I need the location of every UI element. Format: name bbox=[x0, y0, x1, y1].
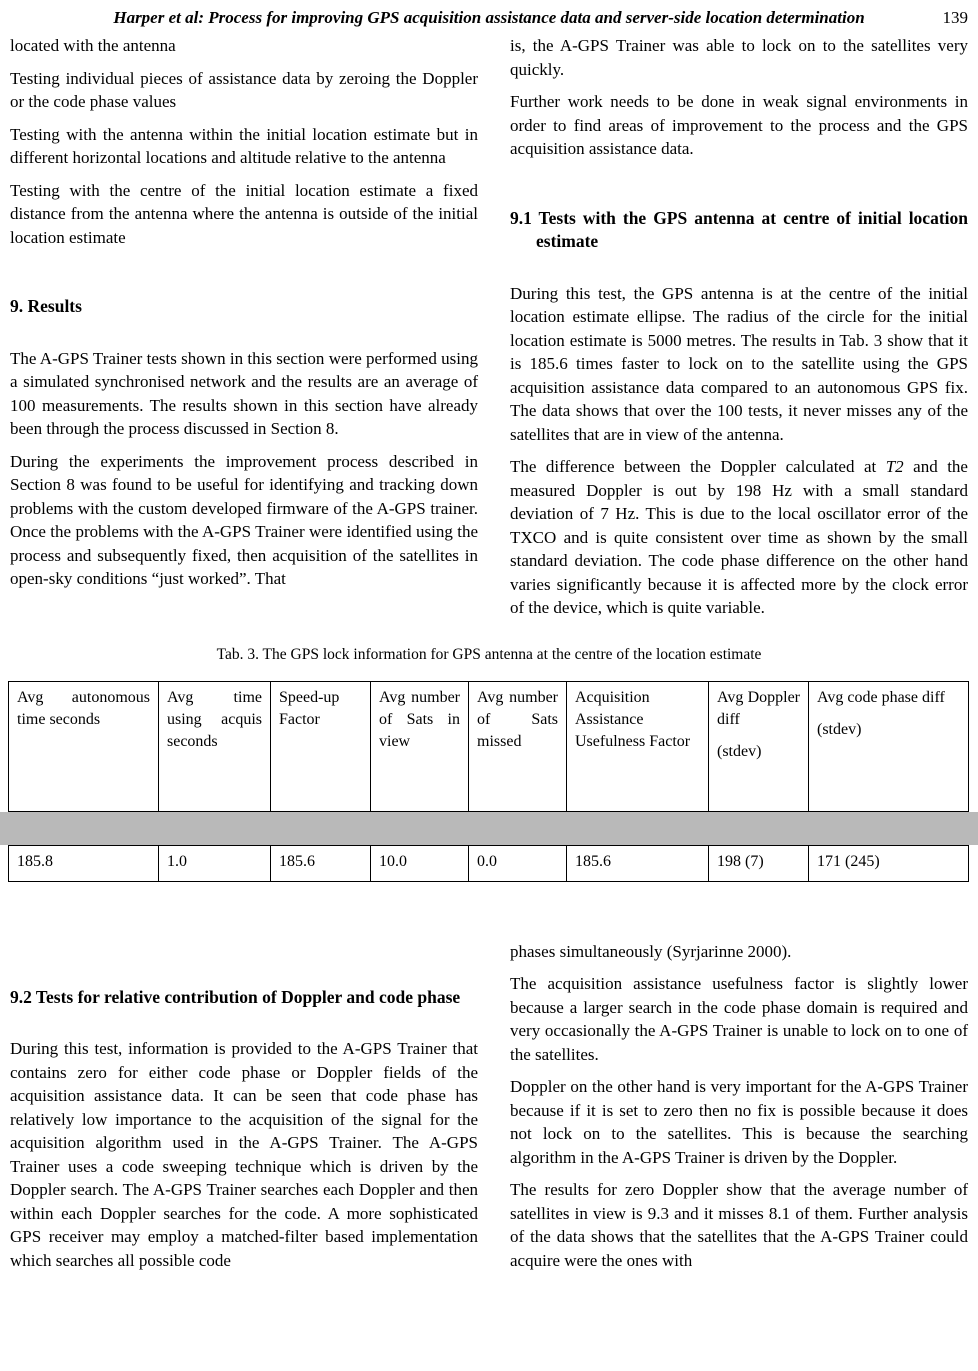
page-number: 139 bbox=[942, 8, 968, 27]
body-paragraph bbox=[510, 455, 968, 620]
top-right-column bbox=[510, 34, 968, 629]
table-cell: 0.0 bbox=[469, 845, 567, 881]
column-header-label: Speed-up Factor bbox=[279, 688, 340, 728]
column-header bbox=[469, 681, 567, 811]
column-header-label: Avg time using acquis seconds bbox=[167, 688, 262, 750]
body-paragraph: During this test, information is provided to the A-GPS Trainer that contains zero for either code phase or Doppler fields of the acquisition assistance data. It can be seen that code phase has relatively low importance to the acquisition of the signal for the acquisition algorithm used in the A-GPS Trainer. The A-GPS Trainer uses a code sweeping technique which is driven by the Doppler search. The A-GPS Trainer searches each Doppler and then within each Doppler searches for the code. A more sophisticated GPS receiver may employ a matched-filter based implementation which searches all possible code bbox=[10, 1039, 478, 1270]
section-heading-9-2: 9.2 Tests for relative contribution of Doppler and code phase bbox=[10, 986, 461, 1007]
table-cell: 198 (7) bbox=[709, 845, 809, 881]
table-cell: 185.8 bbox=[9, 845, 159, 881]
column-header-label: Avg code phase diff bbox=[817, 688, 945, 706]
column-header bbox=[809, 681, 969, 811]
top-left-column bbox=[10, 34, 478, 600]
column-header-label: Avg number of Sats missed bbox=[477, 688, 558, 750]
column-header-label: Avg Doppler diff bbox=[717, 688, 800, 728]
table-cell: 185.6 bbox=[271, 845, 371, 881]
column-header bbox=[567, 681, 709, 811]
column-header-sub: (stdev) bbox=[717, 742, 762, 760]
top-columns bbox=[10, 34, 968, 629]
column-header-label: Acquisition Assistance Usefulness Factor bbox=[575, 688, 691, 750]
gps-lock-table-data bbox=[8, 845, 969, 882]
column-header bbox=[371, 681, 469, 811]
body-paragraph: is, the A-GPS Trainer was able to lock on to the satellites very quickly. bbox=[510, 36, 968, 79]
column-header-sub: (stdev) bbox=[817, 720, 862, 738]
body-paragraph: Doppler on the other hand is very important for the A-GPS Trainer because if it is set to zero then no fix is possible because it does not lock on to the satellites. This is because the searching algorithm in the A-GPS Trainer is driven by the Doppler. bbox=[510, 1077, 968, 1167]
table-caption: Tab. 3. The GPS lock information for GPS antenna at the centre of the location estimate bbox=[216, 645, 762, 663]
table-header-row bbox=[9, 681, 969, 811]
italic-term-t2: T2 bbox=[885, 457, 904, 476]
table-cell: 1.0 bbox=[159, 845, 271, 881]
body-paragraph: Testing with the centre of the initial location estimate a fixed distance from the antenna where the antenna is outside of the initial location estimate bbox=[10, 180, 478, 247]
header-title: Harper et al: Process for improving GPS acquisition assistance data and server-side location determination bbox=[113, 8, 865, 27]
paragraph-text: The difference between the Doppler calculated at bbox=[510, 457, 886, 476]
body-paragraph: The A-GPS Trainer tests shown in this section were performed using a simulated synchronised network and the results are an average of 100 measurements. The results shown in this section have already been through the process discussed in Section 8. bbox=[10, 348, 478, 438]
paragraph-text: and the measured Doppler is out by 198 Hz with a small standard deviation of 7 Hz. This is due to the local oscillator error of the TXCO and is quite consistent over time as shown by the small standard deviation. The code phase difference on the other hand varies significantly because it is affected more by the clock error of the device, which is quite variable. bbox=[510, 457, 968, 617]
body-paragraph: phases simultaneously (Syrjarinne 2000). bbox=[510, 941, 792, 961]
table-separator-stripe bbox=[0, 812, 978, 845]
bottom-right-column bbox=[510, 938, 968, 1282]
running-header bbox=[10, 6, 968, 30]
gps-lock-table-header bbox=[8, 681, 969, 812]
body-paragraph: located with the antenna bbox=[10, 36, 176, 55]
column-header bbox=[709, 681, 809, 811]
column-header bbox=[9, 681, 159, 811]
bottom-columns bbox=[10, 938, 968, 1282]
column-header bbox=[271, 681, 371, 811]
bottom-left-column bbox=[10, 938, 478, 1282]
table-cell: 10.0 bbox=[371, 845, 469, 881]
column-header-label: Avg autonomous time seconds bbox=[17, 688, 150, 728]
column-header bbox=[159, 681, 271, 811]
table-cell: 171 (245) bbox=[809, 845, 969, 881]
table-cell: 185.6 bbox=[567, 845, 709, 881]
section-heading-results: 9. Results bbox=[10, 296, 82, 316]
body-paragraph: The results for zero Doppler show that the average number of satellites in view is 9.3 and it misses 8.1 of them. Further analysis of the data shows that the satellites that the A-GPS Trainer could acquire were the ones with bbox=[510, 1180, 968, 1270]
body-paragraph: Further work needs to be done in weak signal environments in order to find areas of improvement to the process and the GPS acquisition assistance data. bbox=[510, 92, 968, 158]
column-header-label: Avg number of Sats in view bbox=[379, 688, 460, 750]
section-heading-9-1: 9.1 Tests with the GPS antenna at centre of initial location estimate bbox=[510, 207, 968, 251]
table-data-row bbox=[9, 845, 969, 881]
body-paragraph: During this test, the GPS antenna is at the centre of the initial location estimate ellipse. The radius of the circle for the initial location estimate is 5000 metres. The results in Tab. 3 show that it is 185.6 times faster to lock on to the satellite using the GPS acquisition assistance data compared to an autonomous GPS fix. The data shows that over the 100 tests, it never misses any of the satellites that are in view of the antenna. bbox=[510, 283, 968, 444]
body-paragraph: During the experiments the improvement process described in Section 8 was found to be useful for identifying and tracking down problems with the custom developed firmware of the A-GPS trainer. Once the problems with the A-GPS Trainer were identified using the process and subsequently fixed, then acquisition of the satellites in open-sky conditions “just worked”. That bbox=[10, 451, 478, 588]
body-paragraph: Testing individual pieces of assistance data by zeroing the Doppler or the code phase values bbox=[10, 68, 478, 111]
body-paragraph: The acquisition assistance usefulness factor is slightly lower because a larger search in the code phase domain is required and very occasionally the A-GPS Trainer is unable to lock on to one of the satellites. bbox=[510, 974, 968, 1064]
body-paragraph: Testing with the antenna within the initial location estimate but in different horizontal locations and altitude relative to the antenna bbox=[10, 124, 478, 167]
